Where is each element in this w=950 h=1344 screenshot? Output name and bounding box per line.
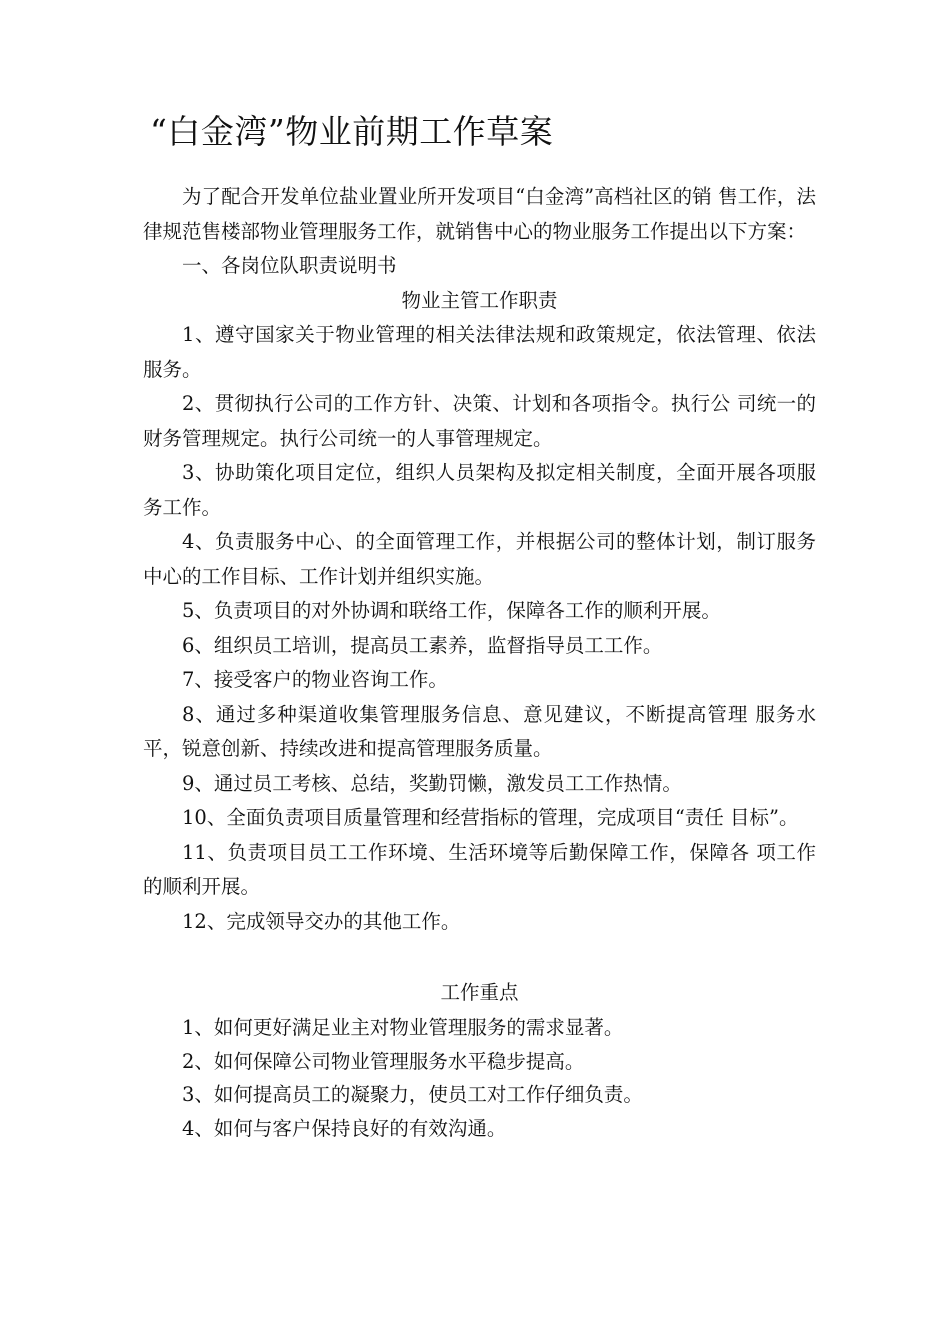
focus-section (143, 975, 816, 1145)
duty-item: 8、通过多种渠道收集管理服务信息、意见建议，不断提高管理 服务水平，锐意创新、持续改进和提高管理服务质量。 (143, 702, 816, 760)
duty-item: 2、贯彻执行公司的工作方针、决策、计划和各项指令。执行公 司统一的财务管理规定。执行公司统一的人事管理规定。 (143, 392, 816, 450)
intro-paragraph: 为了配合开发单位盐业置业所开发项目“白金湾”高档社区的销 售工作，法律规范售楼部物业管理服务工作，就销售中心的物业服务工作提出以下方案： (143, 185, 816, 243)
focus-item: 3、如何提高员工的凝聚力，使员工对工作仔细负责。 (182, 1083, 643, 1106)
duty-item: 1、遵守国家关于物业管理的相关法律法规和政策规定，依法管理、依法服务。 (143, 323, 816, 381)
duty-item: 3、协助策化项目定位，组织人员架构及拟定相关制度，全面开展各项服务工作。 (143, 461, 816, 519)
section-spacer (143, 939, 816, 975)
document-title: “白金湾”物业前期工作草案 (150, 112, 554, 151)
focus-item: 2、如何保障公司物业管理服务水平稳步提高。 (182, 1049, 585, 1073)
section-one-heading: 一、各岗位队职责说明书 (182, 254, 397, 277)
document-body (143, 180, 816, 1145)
focus-item: 4、如何与客户保持良好的有效沟通。 (182, 1116, 507, 1140)
duty-item: 10、全面负责项目质量管理和经营指标的管理，完成项目“责任 目标”。 (182, 806, 799, 829)
duty-item: 11、负责项目员工工作环境、生活环境等后勤保障工作，保障各 项工作的顺利开展。 (143, 840, 816, 898)
focus-heading: 工作重点 (440, 981, 519, 1004)
duties-heading: 物业主管工作职责 (401, 288, 558, 312)
duty-item: 4、负责服务中心、的全面管理工作，并根据公司的整体计划，制订服务中心的工作目标、工作计划并组织实施。 (143, 530, 816, 588)
duty-item: 6、组织员工培训，提高员工素养，监督指导员工工作。 (182, 633, 663, 657)
duty-item: 9、通过员工考核、总结，奖勤罚懒，激发员工工作热情。 (182, 771, 682, 795)
duty-item: 5、负责项目的对外协调和联络工作，保障各工作的顺利开展。 (182, 599, 721, 622)
duty-item: 7、接受客户的物业咨询工作。 (182, 668, 448, 691)
duty-item: 12、完成领导交办的其他工作。 (182, 909, 461, 933)
focus-item: 1、如何更好满足业主对物业管理服务的需求显著。 (182, 1016, 624, 1039)
